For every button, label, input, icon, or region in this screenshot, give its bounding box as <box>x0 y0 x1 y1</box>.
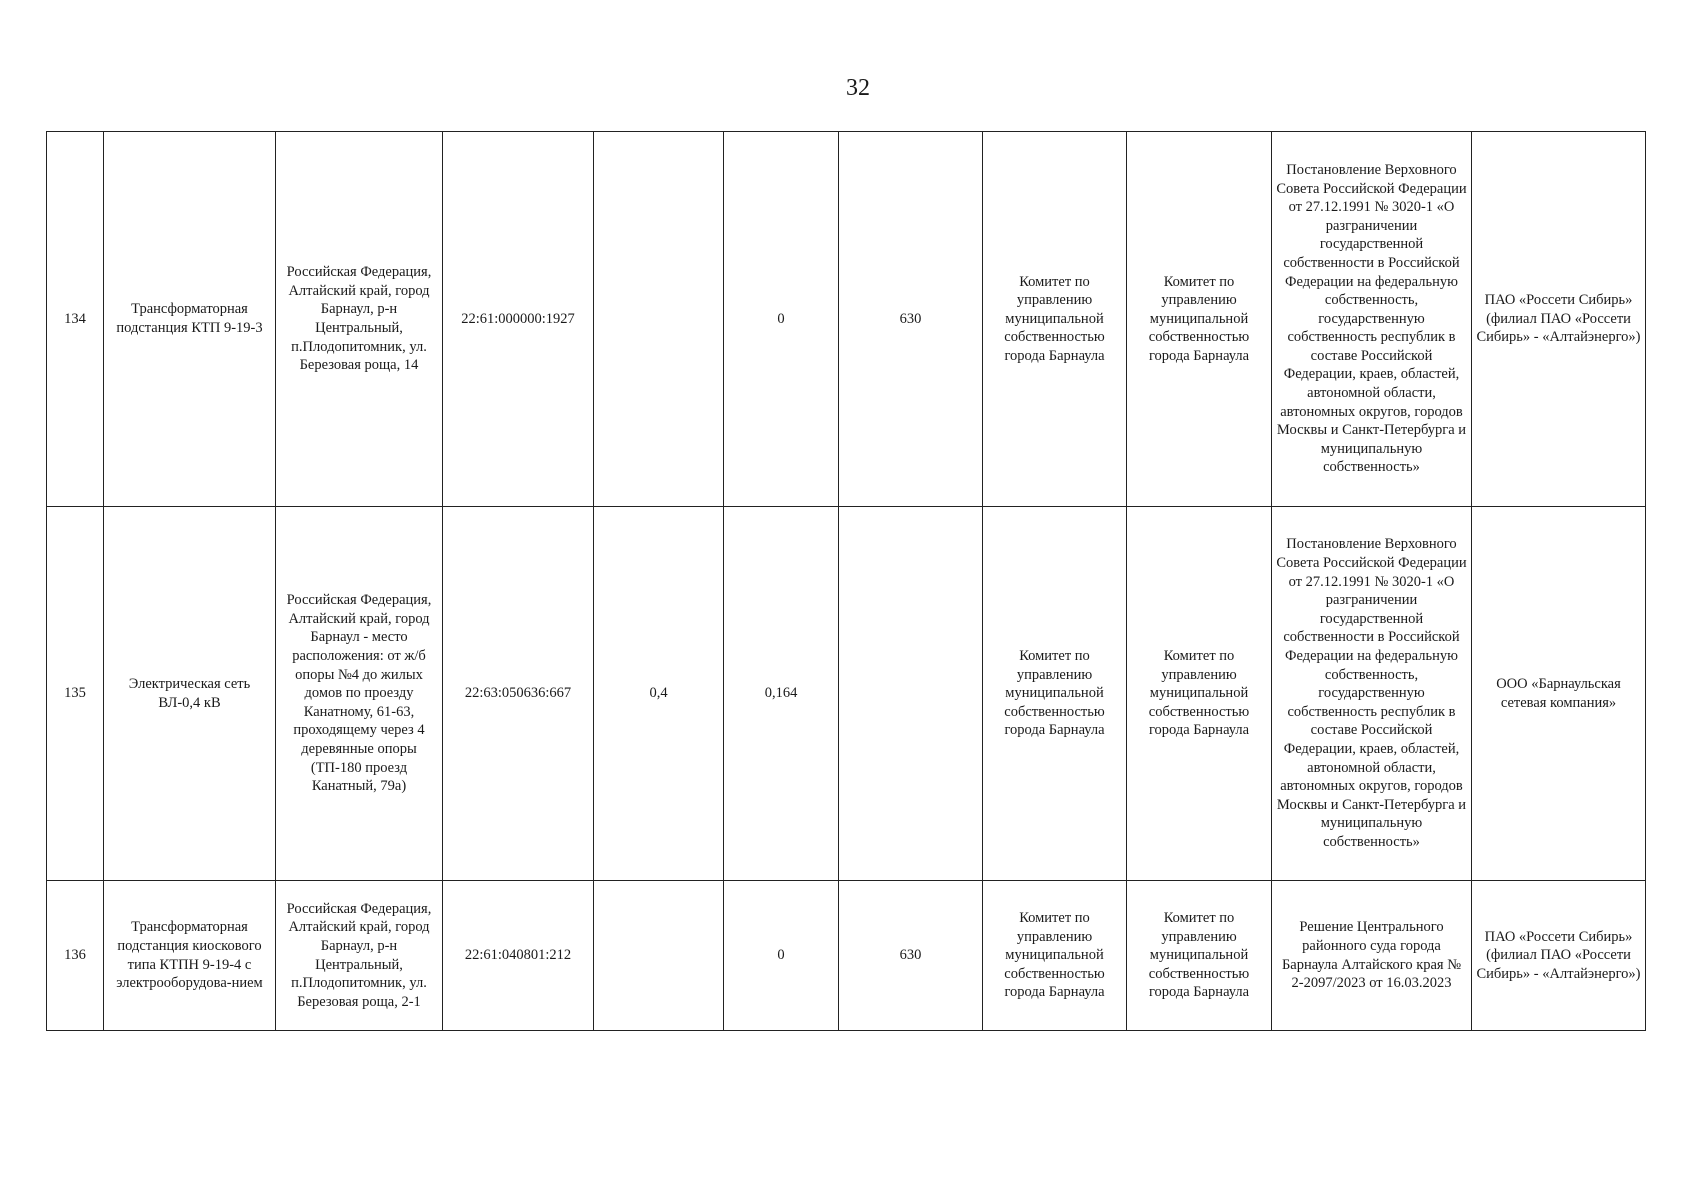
user-organization-cell: ПАО «Россети Сибирь» (филиал ПАО «Россети Сибирь» - «Алтайэнерго») <box>1472 881 1646 1031</box>
user-organization-cell: ПАО «Россети Сибирь» (филиал ПАО «Россети Сибирь» - «Алтайэнерго») <box>1472 132 1646 507</box>
row-number-cell: 135 <box>47 507 104 881</box>
value-c-cell: 630 <box>839 881 983 1031</box>
address-cell: Российская Федерация, Алтайский край, город Барнаул - место расположения: от ж/б опоры №4 до жилых домов по проезду Канатному, 61-63, проходящему через 4 деревянные опоры (ТП-180 проезд Канатный, 79а) <box>276 507 443 881</box>
holder-cell: Комитет по управлению муниципальной собственностью города Барнаула <box>983 881 1127 1031</box>
owner-cell: Комитет по управлению муниципальной собственностью города Барнаула <box>1127 507 1272 881</box>
cadastral-number-cell: 22:61:000000:1927 <box>443 132 594 507</box>
value-b-cell: 0,164 <box>724 507 839 881</box>
holder-cell: Комитет по управлению муниципальной собственностью города Барнаула <box>983 507 1127 881</box>
table-row <box>47 507 1646 881</box>
value-a-cell <box>594 132 724 507</box>
cadastral-number-cell: 22:63:050636:667 <box>443 507 594 881</box>
object-name-cell: Электрическая сеть ВЛ-0,4 кВ <box>104 507 276 881</box>
value-a-cell <box>594 881 724 1031</box>
value-c-cell <box>839 507 983 881</box>
value-a-cell: 0,4 <box>594 507 724 881</box>
value-b-cell: 0 <box>724 132 839 507</box>
address-cell: Российская Федерация, Алтайский край, город Барнаул, р-н Центральный, п.Плодопитомник, ул. Березовая роща, 2-1 <box>276 881 443 1031</box>
row-number-cell: 134 <box>47 132 104 507</box>
user-organization-cell: ООО «Барнаульская сетевая компания» <box>1472 507 1646 881</box>
cadastral-number-cell: 22:61:040801:212 <box>443 881 594 1031</box>
holder-cell: Комитет по управлению муниципальной собственностью города Барнаула <box>983 132 1127 507</box>
row-number-cell: 136 <box>47 881 104 1031</box>
value-c-cell: 630 <box>839 132 983 507</box>
legal-basis-cell: Решение Центрального районного суда города Барнаула Алтайского края № 2-2097/2023 от 16.03.2023 <box>1272 881 1472 1031</box>
object-name-cell: Трансформаторная подстанция КТП 9-19-3 <box>104 132 276 507</box>
address-cell: Российская Федерация, Алтайский край, город Барнаул, р-н Центральный, п.Плодопитомник, ул. Березовая роща, 14 <box>276 132 443 507</box>
owner-cell: Комитет по управлению муниципальной собственностью города Барнаула <box>1127 881 1272 1031</box>
page-number: 32 <box>846 75 870 101</box>
property-registry-table <box>46 131 1646 1031</box>
legal-basis-cell: Постановление Верховного Совета Российской Федерации от 27.12.1991 № 3020-1 «О разграничении государственной собственности в Российской Федерации на федеральную собственность, государственную собственность республик в составе Российской Федерации, краев, областей, автономной области, автономных округов, городов Москвы и Санкт-Петербурга и муниципальную собственность» <box>1272 507 1472 881</box>
table-row <box>47 132 1646 507</box>
object-name-cell: Трансформаторная подстанция киоскового типа КТПН 9-19-4 с электрооборудова-нием <box>104 881 276 1031</box>
legal-basis-cell: Постановление Верховного Совета Российской Федерации от 27.12.1991 № 3020-1 «О разграничении государственной собственности в Российской Федерации на федеральную собственность, государственную собственность республик в составе Российской Федерации, краев, областей, автономной области, автономных округов, городов Москвы и Санкт-Петербурга и муниципальную собственность» <box>1272 132 1472 507</box>
table-row <box>47 881 1646 1031</box>
owner-cell: Комитет по управлению муниципальной собственностью города Барнаула <box>1127 132 1272 507</box>
value-b-cell: 0 <box>724 881 839 1031</box>
